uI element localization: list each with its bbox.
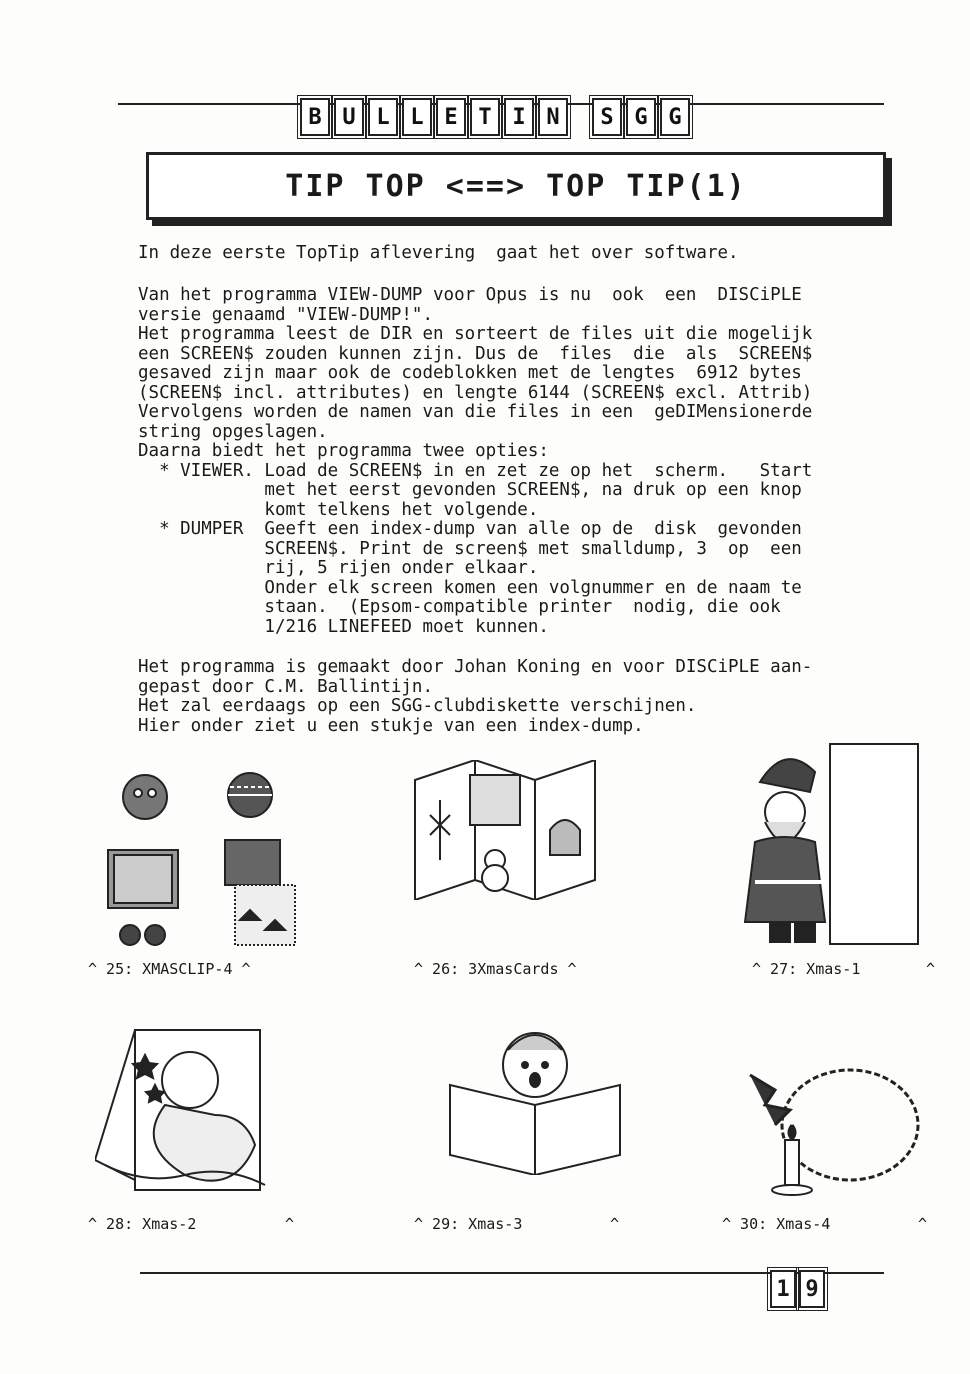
angel-illustration <box>95 1025 300 1203</box>
caption-30-marker: ^ <box>918 1215 928 1233</box>
paragraph-author: Het programma is gemaakt door Johan Koning en voor DISCiPLE aan- gepast door C.M. Ballintijn. Het zal eerdaags op een SGG-clubdiskette verschijnen. Hier onder ziet u een stukje van een index-dump. <box>138 657 813 736</box>
caption-30: ^ 30: Xmas-4 <box>722 1215 831 1233</box>
masthead-letter: N <box>538 98 568 136</box>
intro-text: In deze eerste TopTip aflevering gaat het over software. <box>138 243 739 263</box>
masthead-letter: L <box>368 98 398 136</box>
caroler-illustration <box>440 1025 630 1175</box>
caption-28-marker: ^ <box>285 1215 295 1233</box>
masthead-letter: B <box>300 98 330 136</box>
holly-wreath-illustration <box>740 1055 925 1205</box>
caption-27: ^ 27: Xmas-1 <box>752 960 861 978</box>
masthead-letter: T <box>470 98 500 136</box>
page-number <box>770 1270 825 1308</box>
caption-28: ^ 28: Xmas-2 <box>88 1215 197 1233</box>
santa-illustration <box>740 742 924 950</box>
masthead-letter: E <box>436 98 466 136</box>
masthead-letter: G <box>660 98 690 136</box>
page-number-digit: 1 <box>770 1270 796 1308</box>
masthead-letter: U <box>334 98 364 136</box>
caption-25: ^ 25: XMASCLIP-4 ^ <box>88 960 251 978</box>
xmasclip-illustration <box>100 755 300 955</box>
banner-title: TIP TOP <==> TOP TIP(1) <box>285 169 747 204</box>
caption-29-marker: ^ <box>610 1215 620 1233</box>
masthead <box>300 98 690 136</box>
title-banner <box>146 152 886 220</box>
caption-29: ^ 29: Xmas-3 <box>414 1215 523 1233</box>
caption-26: ^ 26: 3XmasCards ^ <box>414 960 577 978</box>
paragraph-viewdump: Van het programma VIEW-DUMP voor Opus is nu ook een DISCiPLE versie genaamd "VIEW-DUMP!". Het programma leest de DIR en sorteert de files uit die mogelijk een SCREEN$ zouden kunnen zijn. Dus de files die als SCREEN$ gesaved zijn maar ook de codeblokken met de lengtes 6912 bytes (SCREEN$ incl. attributes) en lengte 6144 (SCREEN$ excl. Attrib) Vervolgens worden de namen van die files in een geDIMensionerde string opgeslagen. Daarna biedt het programma twee opties: * VIEWER. Load de SCREEN$ in en zet ze op het scherm. Start met het eerst gevonden SCREEN$, na druk op een knop komt telkens het volgende. * DUMPER Geeft een index-dump van alle op de disk gevonden SCREEN$. Print de screen$ met smalldump, 3 op een rij, 5 rijen onder elkaar. Onder elk screen komen een volgnummer en de naam te staan. (Epsom-compatible printer nodig, die ook 1/216 LINEFEED moet kunnen. <box>138 285 813 637</box>
xmascards-illustration <box>395 760 610 900</box>
masthead-letter: I <box>504 98 534 136</box>
masthead-letter: S <box>592 98 622 136</box>
caption-27-marker: ^ <box>926 960 936 978</box>
masthead-letter: G <box>626 98 656 136</box>
page-number-digit: 9 <box>799 1270 825 1308</box>
masthead-letter: L <box>402 98 432 136</box>
